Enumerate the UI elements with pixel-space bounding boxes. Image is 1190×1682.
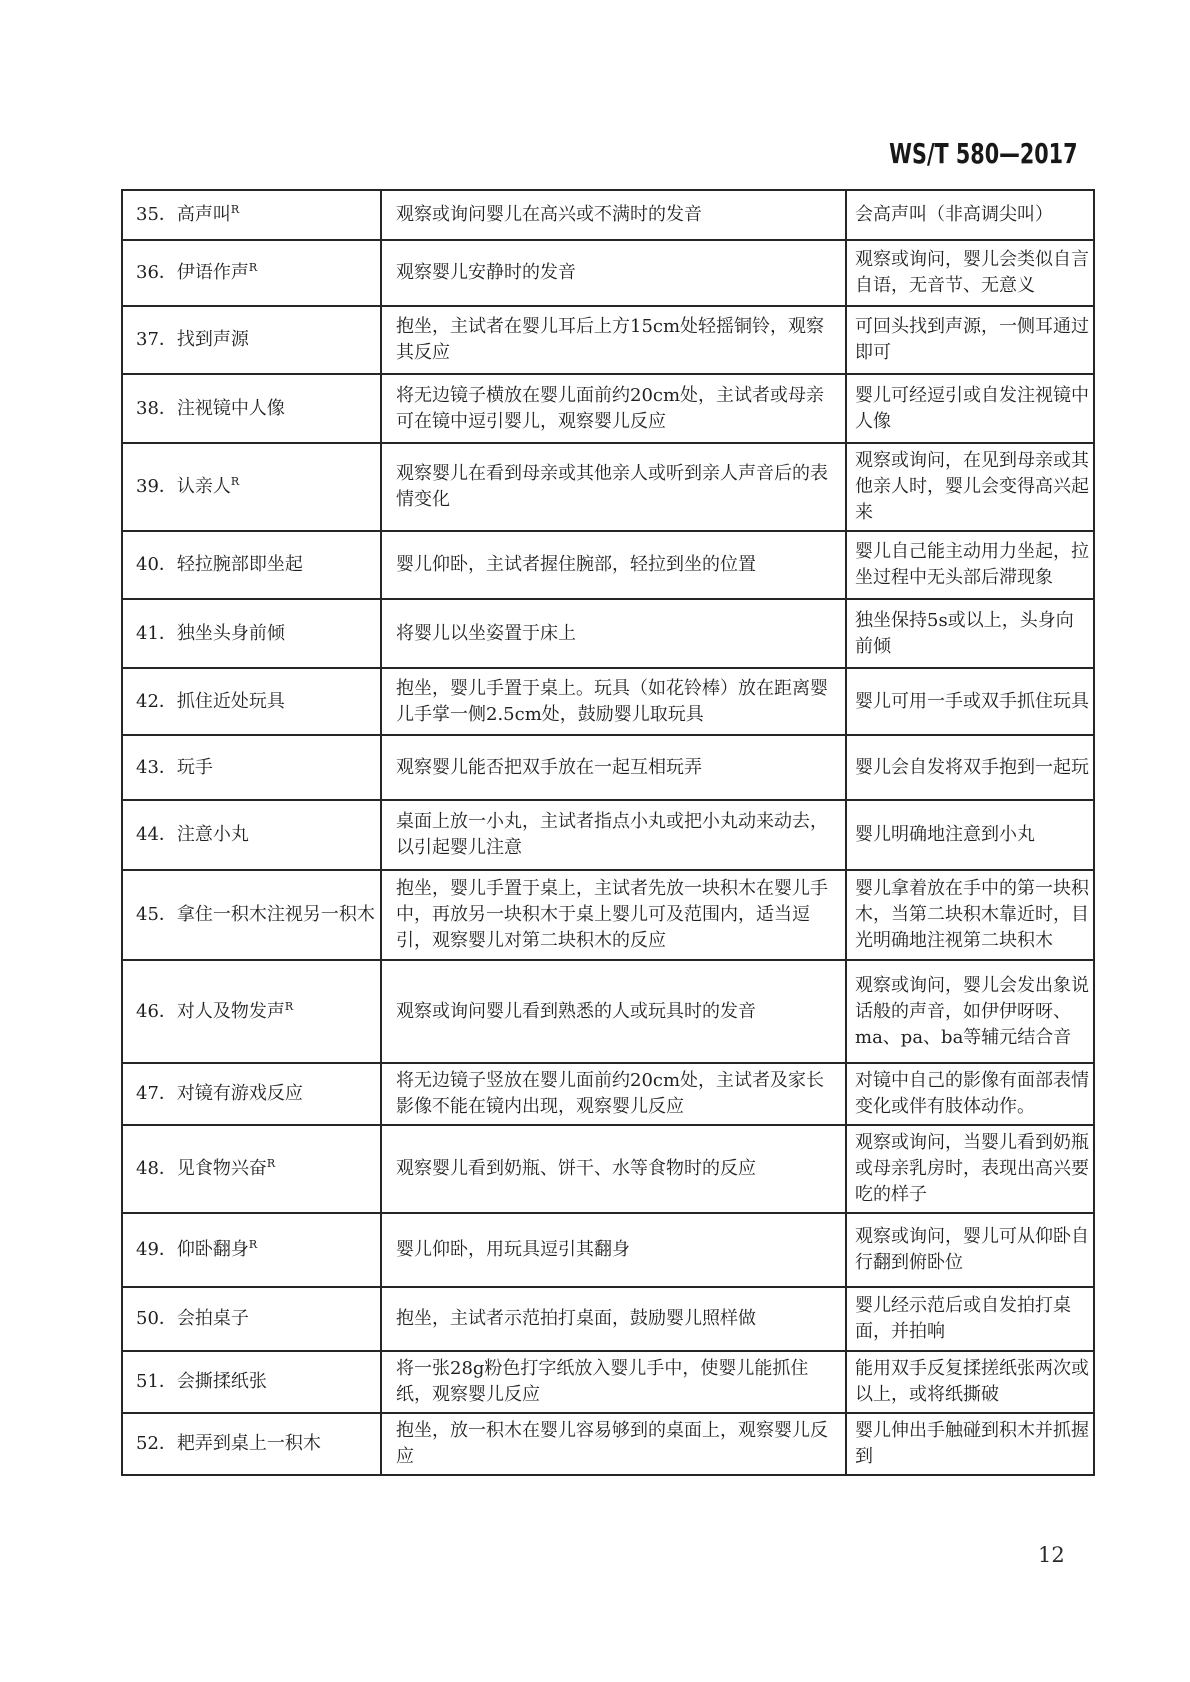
table-body — [122, 190, 1094, 1475]
item-label: 44．注意小丸 — [136, 824, 249, 845]
item-label: 51．会撕揉纸张 — [136, 1371, 267, 1392]
table-row — [122, 800, 1094, 870]
method-cell: 将一张28g粉色打字纸放入婴儿手中，使婴儿能抓住纸，观察婴儿反应 — [381, 1351, 846, 1413]
method-cell: 观察婴儿安静时的发音 — [381, 240, 846, 306]
table-row — [122, 443, 1094, 531]
pass-criteria-cell: 婴儿可用一手或双手抓住玩具 — [846, 668, 1094, 735]
page-number: 12 — [1038, 1543, 1065, 1567]
table-row — [122, 668, 1094, 735]
item-label: 45．拿住一积木注视另一积木 — [136, 904, 375, 925]
pass-criteria-cell: 婴儿伸出手触碰到积木并抓握到 — [846, 1413, 1094, 1475]
table-row — [122, 1125, 1094, 1213]
table-row — [122, 531, 1094, 599]
method-cell: 桌面上放一小丸，主试者指点小丸或把小丸动来动去，以引起婴儿注意 — [381, 800, 846, 870]
method-cell: 观察或询问婴儿看到熟悉的人或玩具时的发音 — [381, 960, 846, 1063]
table-row — [122, 240, 1094, 306]
pass-criteria-cell: 婴儿拿着放在手中的第一块积木，当第二块积木靠近时，目光明确地注视第二块积木 — [846, 870, 1094, 960]
item-label: 40．轻拉腕部即坐起 — [136, 554, 303, 575]
pass-criteria-cell: 观察或询问，当婴儿看到奶瓶或母亲乳房时，表现出高兴要吃的样子 — [846, 1125, 1094, 1213]
item-label: 41．独坐头身前倾 — [136, 622, 285, 644]
table-row — [122, 306, 1094, 374]
method-cell: 抱坐，放一积木在婴儿容易够到的桌面上，观察婴儿反应 — [381, 1413, 846, 1475]
item-label-cell — [122, 306, 381, 374]
table-row — [122, 1063, 1094, 1125]
method-cell: 抱坐，主试者示范拍打桌面，鼓励婴儿照样做 — [381, 1287, 846, 1351]
pass-criteria-cell: 观察或询问，婴儿会类似自言自语，无音节、无意义 — [846, 240, 1094, 306]
method-cell: 将无边镜子横放在婴儿面前约20cm处，主试者或母亲可在镜中逗引婴儿，观察婴儿反应 — [381, 374, 846, 443]
item-label-cell — [122, 374, 381, 443]
pass-criteria-cell: 会高声叫（非高调尖叫） — [846, 190, 1094, 240]
method-cell: 抱坐，主试者在婴儿耳后上方15cm处轻摇铜铃，观察其反应 — [381, 306, 846, 374]
item-superscript: R — [230, 475, 240, 488]
method-cell: 观察或询问婴儿在高兴或不满时的发音 — [381, 190, 846, 240]
table-row — [122, 1351, 1094, 1413]
method-cell: 将婴儿以坐姿置于床上 — [381, 599, 846, 668]
table-row — [122, 1213, 1094, 1287]
item-label: 35．高声叫 — [136, 204, 231, 225]
item-label-cell — [122, 735, 381, 800]
item-label: 42．抓住近处玩具 — [136, 690, 285, 712]
item-label-cell — [122, 1413, 381, 1475]
item-label: 37．找到声源 — [136, 329, 249, 350]
item-label-cell — [122, 1063, 381, 1125]
item-label-cell — [122, 960, 381, 1063]
item-label: 38．注视镜中人像 — [136, 397, 285, 419]
pass-criteria-cell: 观察或询问，在见到母亲或其他亲人时，婴儿会变得高兴起来 — [846, 443, 1094, 531]
item-superscript: R — [248, 1238, 258, 1251]
pass-criteria-cell: 观察或询问，婴儿可从仰卧自行翻到俯卧位 — [846, 1213, 1094, 1287]
table-row — [122, 870, 1094, 960]
pass-criteria-cell: 婴儿经示范后或自发拍打桌面，并拍响 — [846, 1287, 1094, 1351]
pass-criteria-cell: 对镜中自己的影像有面部表情变化或伴有肢体动作。 — [846, 1063, 1094, 1125]
item-label: 49．仰卧翻身 — [136, 1239, 249, 1260]
method-cell: 观察婴儿在看到母亲或其他亲人或听到亲人声音后的表情变化 — [381, 443, 846, 531]
table-row — [122, 1413, 1094, 1475]
pass-criteria-cell: 婴儿明确地注意到小丸 — [846, 800, 1094, 870]
item-label-cell — [122, 870, 381, 960]
item-label-cell — [122, 800, 381, 870]
method-cell: 抱坐，婴儿手置于桌上，主试者先放一块积木在婴儿手中，再放另一块积木于桌上婴儿可及范围内，适当逗引，观察婴儿对第二块积木的反应 — [381, 870, 846, 960]
method-cell: 观察婴儿看到奶瓶、饼干、水等食物时的反应 — [381, 1125, 846, 1213]
item-superscript: R — [230, 203, 240, 216]
pass-criteria-cell: 婴儿自己能主动用力坐起，拉坐过程中无头部后滞现象 — [846, 531, 1094, 599]
pass-criteria-cell: 可回头找到声源，一侧耳通过即可 — [846, 306, 1094, 374]
table-row — [122, 735, 1094, 800]
item-label: 48．见食物兴奋 — [136, 1158, 267, 1179]
pass-criteria-cell: 婴儿可经逗引或自发注视镜中人像 — [846, 374, 1094, 443]
table-row — [122, 599, 1094, 668]
pass-criteria-cell: 独坐保持5s或以上，头身向前倾 — [846, 599, 1094, 668]
item-label-cell — [122, 240, 381, 306]
doc-code: WS/T 580—2017 — [889, 137, 1078, 170]
assessment-table — [121, 189, 1095, 1476]
item-label-cell — [122, 599, 381, 668]
item-label: 52．耙弄到桌上一积木 — [136, 1433, 321, 1454]
item-label-cell — [122, 443, 381, 531]
item-label: 50．会拍桌子 — [136, 1308, 249, 1329]
pass-criteria-cell: 婴儿会自发将双手抱到一起玩 — [846, 735, 1094, 800]
table-row — [122, 960, 1094, 1063]
item-label: 43．玩手 — [136, 756, 213, 778]
method-cell: 观察婴儿能否把双手放在一起互相玩弄 — [381, 735, 846, 800]
pass-criteria-cell: 能用双手反复揉搓纸张两次或以上，或将纸撕破 — [846, 1351, 1094, 1413]
method-cell: 婴儿仰卧，主试者握住腕部，轻拉到坐的位置 — [381, 531, 846, 599]
item-label-cell — [122, 1287, 381, 1351]
method-cell: 将无边镜子竖放在婴儿面前约20cm处，主试者及家长影像不能在镜内出现，观察婴儿反应 — [381, 1063, 846, 1125]
item-label-cell — [122, 1125, 381, 1213]
table-row — [122, 190, 1094, 240]
pass-criteria-cell: 观察或询问，婴儿会发出象说话般的声音，如伊伊呀呀、ma、pa、ba等辅元结合音 — [846, 960, 1094, 1063]
item-superscript: R — [248, 261, 258, 274]
table-row — [122, 374, 1094, 443]
item-superscript: R — [284, 999, 294, 1013]
item-label-cell — [122, 190, 381, 240]
item-label: 36．伊语作声 — [136, 262, 249, 283]
item-label-cell — [122, 531, 381, 599]
item-label-cell — [122, 668, 381, 735]
table-row — [122, 1287, 1094, 1351]
method-cell: 抱坐，婴儿手置于桌上。玩具（如花铃棒）放在距离婴儿手掌一侧2.5cm处，鼓励婴儿取玩具 — [381, 668, 846, 735]
item-label-cell — [122, 1213, 381, 1287]
method-cell: 婴儿仰卧，用玩具逗引其翻身 — [381, 1213, 846, 1287]
item-label: 39．认亲人 — [136, 476, 231, 497]
item-label-cell — [122, 1351, 381, 1413]
item-label: 47．对镜有游戏反应 — [136, 1083, 303, 1104]
item-label: 46．对人及物发声 — [136, 1000, 285, 1022]
item-superscript: R — [266, 1157, 276, 1170]
